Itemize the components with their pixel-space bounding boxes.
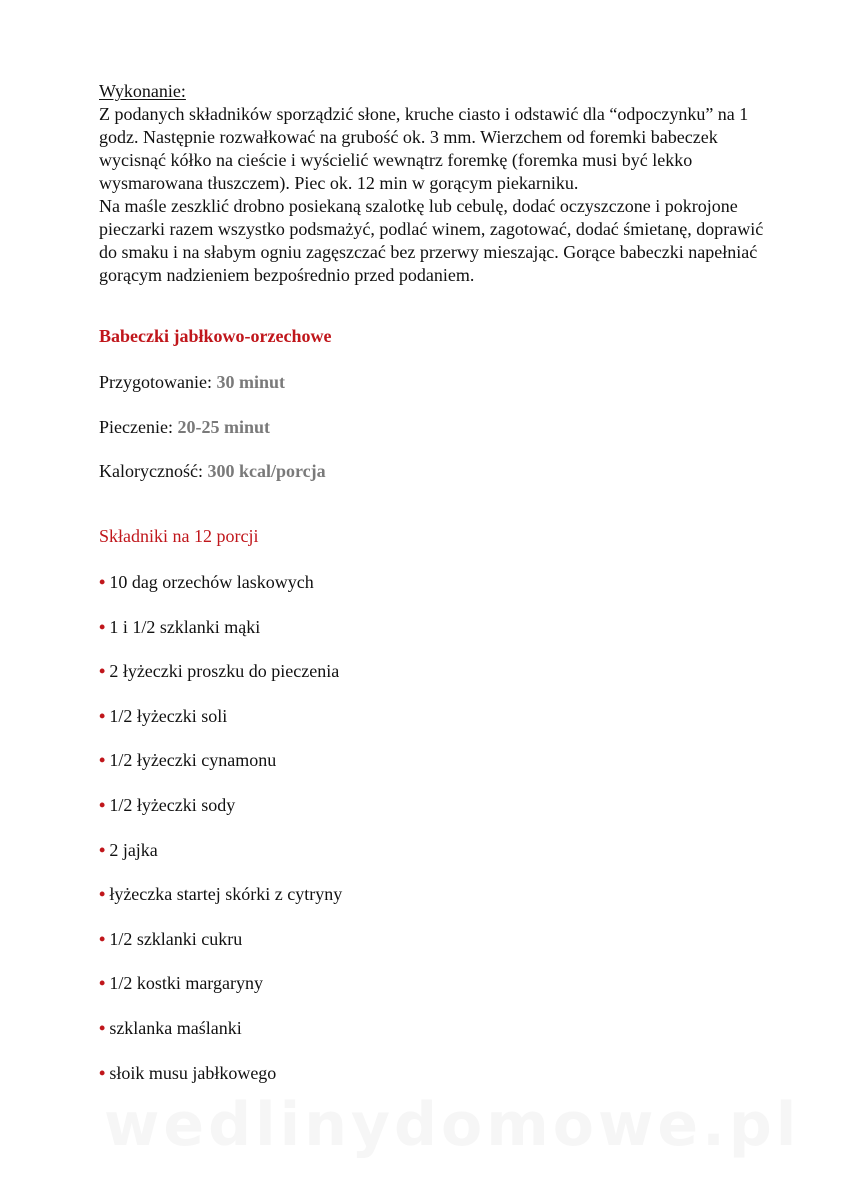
list-item <box>99 972 342 1017</box>
list-item <box>99 794 342 839</box>
list-item <box>99 928 342 973</box>
ingredient-list <box>99 571 342 1106</box>
ingredient-text: 2 łyżeczki proszku do pieczenia <box>109 661 340 682</box>
ingredients-heading: Składniki na 12 porcji <box>99 526 259 546</box>
ingredient-text: 1/2 łyżeczki cynamonu <box>109 750 277 771</box>
recipe-title: Babeczki jabłkowo-orzechowe <box>99 326 332 346</box>
bullet-icon: • <box>99 705 106 726</box>
ingredient-text: 1/2 szklanki cukru <box>109 928 243 949</box>
list-item <box>99 660 342 705</box>
calories-value: 300 kcal/porcja <box>207 461 326 481</box>
ingredient-text: 10 dag orzechów laskowych <box>109 572 314 592</box>
ingredient-text: 1/2 łyżeczki sody <box>109 794 236 815</box>
list-item <box>99 571 342 616</box>
ingredient-text: 1/2 łyżeczki soli <box>109 705 228 726</box>
bullet-icon: • <box>99 794 106 815</box>
ingredient-text: 1/2 kostki margaryny <box>109 973 263 994</box>
instructions-paragraph-1: Z podanych składników sporządzić słone, kruche ciasto i odstawić dla “odpoczynku” na 1 godz. Następnie rozwałkować na grubość ok. 3 mm. Wierzchem od foremki babeczek wycisnąć kółko na cieście i wyścielić wewnątrz foremkę (foremka musi być lekko wysmarowana tłuszczem). Piec ok. 12 min w gorącym piekarniku. <box>99 104 749 193</box>
list-item <box>99 749 342 794</box>
list-item <box>99 616 342 661</box>
bake-time-value: 20-25 minut <box>177 417 270 437</box>
ingredient-text: szklanka maślanki <box>109 1017 242 1038</box>
bullet-icon: • <box>99 884 106 905</box>
calories-label: Kaloryczność: <box>99 461 203 481</box>
bullet-icon: • <box>99 572 106 592</box>
instructions-heading: Wykonanie: <box>99 81 186 101</box>
bake-time-label: Pieczenie: <box>99 417 173 437</box>
list-item <box>99 1017 342 1062</box>
instructions-paragraph-2: Na maśle zeszklić drobno posiekaną szalotkę lub cebulę, dodać oczyszczone i pokrojone pieczarki razem wszystko podsmażyć, podlać winem, zagotować, dodać śmietanę, doprawić do smaku i na słabym ogniu zagęszczać bez przerwy mieszając. Gorące babeczki napełniać gorącym nadzieniem bezpośrednio przed podaniem. <box>99 196 764 285</box>
document-page <box>99 80 779 1083</box>
site-watermark: wedlinydomowe.pl <box>104 1090 801 1160</box>
list-item <box>99 705 342 750</box>
prep-time-label: Przygotowanie: <box>99 372 212 392</box>
ingredient-text: 1 i 1/2 szklanki mąki <box>109 616 261 637</box>
bullet-icon: • <box>99 1017 106 1038</box>
bullet-icon: • <box>99 616 106 637</box>
bullet-icon: • <box>99 839 106 860</box>
list-item <box>99 839 342 884</box>
ingredient-text: łyżeczka startej skórki z cytryny <box>109 884 343 905</box>
prep-time-value: 30 minut <box>216 372 285 392</box>
ingredient-text: 2 jajka <box>109 839 158 860</box>
bullet-icon: • <box>99 1062 106 1083</box>
calories-line <box>99 460 326 483</box>
bake-time-line <box>99 416 270 439</box>
list-item <box>99 883 342 928</box>
ingredient-text: słoik musu jabłkowego <box>109 1062 277 1083</box>
bullet-icon: • <box>99 750 106 771</box>
prep-time-line <box>99 371 285 394</box>
bullet-icon: • <box>99 973 106 994</box>
bullet-icon: • <box>99 661 106 682</box>
bullet-icon: • <box>99 928 106 949</box>
